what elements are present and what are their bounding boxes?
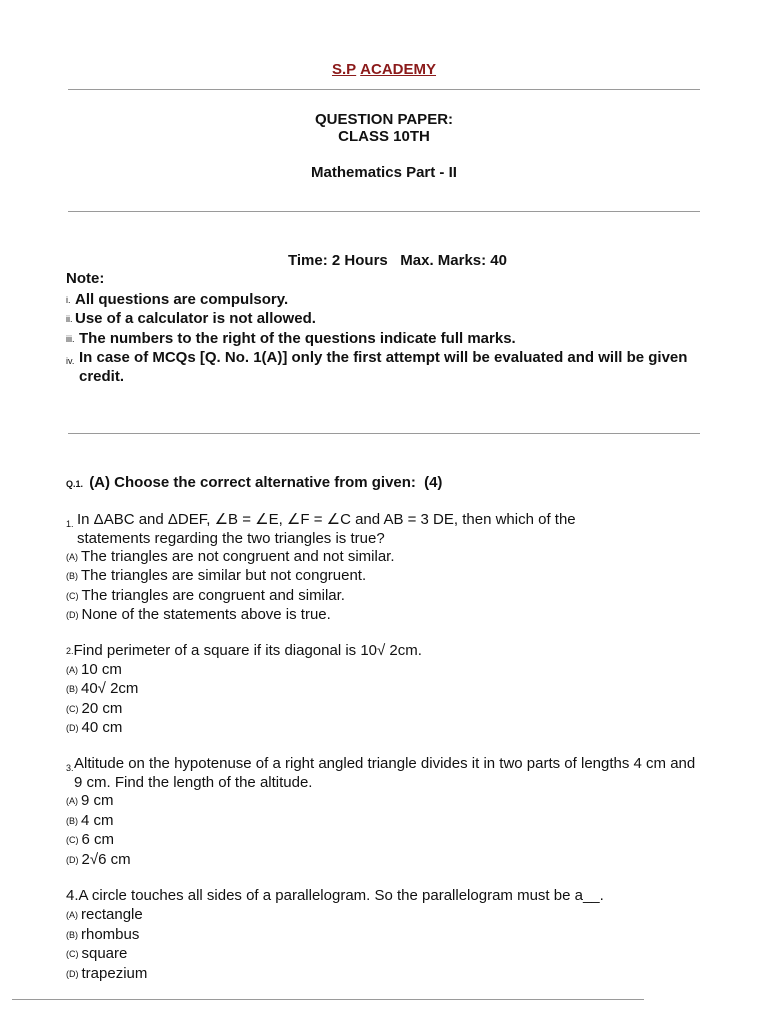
answer-option[interactable]: [66, 699, 122, 719]
section-heading: [66, 474, 442, 491]
answer-option[interactable]: [66, 944, 127, 964]
option-text: 9 cm: [81, 792, 114, 809]
option-label: (D): [66, 723, 79, 733]
note-item-number: iv.: [66, 356, 75, 366]
option-text: rectangle: [81, 906, 143, 923]
note-item-text: All questions are compulsory.: [75, 291, 289, 308]
question-number: 3.: [66, 763, 74, 773]
question-text: Find perimeter of a square if its diagonal is 10√ 2cm.: [73, 642, 422, 659]
note-item-text: Use of a calculator is not allowed.: [75, 310, 316, 327]
option-text: trapezium: [81, 965, 148, 982]
question-number: 1.: [66, 519, 74, 529]
option-label: (C): [66, 949, 79, 959]
option-label: (B): [66, 684, 78, 694]
option-text: 4 cm: [81, 812, 114, 829]
note-item: [66, 309, 706, 329]
option-text: The triangles are similar but not congruent.: [81, 567, 367, 584]
option-text: 20 cm: [81, 700, 123, 717]
answer-option[interactable]: [66, 850, 131, 870]
section-marks: (4): [424, 474, 443, 491]
title-part2: ACADEMY: [360, 61, 437, 78]
note-item-number: iii.: [66, 334, 75, 344]
note-item-number: ii.: [66, 314, 73, 324]
answer-option[interactable]: [66, 547, 395, 567]
option-text: 40√ 2cm: [81, 680, 139, 697]
divider-bottom: [12, 999, 644, 1000]
option-text: None of the statements above is true.: [81, 606, 331, 623]
note-item-number: i.: [66, 295, 71, 305]
option-label: (A): [66, 665, 78, 675]
option-label: (D): [66, 610, 79, 620]
divider-note: [68, 433, 700, 434]
option-text: rhombus: [81, 926, 140, 943]
question-text: A circle touches all sides of a parallelogram. So the parallelogram must be a__.: [78, 887, 604, 904]
subject-title: Mathematics Part - II: [311, 164, 457, 181]
option-label: (C): [66, 591, 79, 601]
answer-option[interactable]: [66, 791, 114, 811]
answer-option[interactable]: [66, 811, 114, 831]
note-item-text: In case of MCQs [Q. No. 1(A)] only the first attempt will be evaluated and will be given credit.: [79, 349, 688, 385]
option-text: 40 cm: [81, 719, 123, 736]
option-label: (A): [66, 910, 78, 920]
paper-line2: CLASS 10TH: [338, 128, 430, 145]
answer-option[interactable]: [66, 679, 138, 699]
divider-top: [68, 89, 700, 90]
option-text: The triangles are not congruent and not similar.: [81, 548, 395, 565]
answer-option[interactable]: [66, 605, 331, 625]
note-heading: Note:: [66, 270, 105, 287]
question-number: Q.1.: [66, 479, 84, 489]
divider-header: [68, 211, 700, 212]
answer-option[interactable]: [66, 718, 122, 738]
note-item-text: The numbers to the right of the questions indicate full marks.: [79, 330, 516, 347]
answer-option[interactable]: [66, 905, 143, 925]
question-stem: [66, 886, 706, 905]
question-number: 4.: [66, 887, 79, 904]
option-text: The triangles are congruent and similar.: [81, 587, 345, 604]
option-text: 6 cm: [81, 831, 115, 848]
time-marks-line: [288, 252, 507, 269]
option-label: (D): [66, 969, 79, 979]
question-stem: [66, 641, 706, 661]
question-stem: [66, 510, 706, 548]
option-text: 10 cm: [81, 661, 122, 678]
option-label: (B): [66, 816, 78, 826]
option-label: (C): [66, 704, 79, 714]
section-instruction: (A) Choose the correct alternative from given:: [89, 474, 416, 491]
option-label: (B): [66, 571, 78, 581]
answer-option[interactable]: [66, 830, 114, 850]
option-label: (C): [66, 835, 79, 845]
academy-title: [0, 61, 768, 78]
time-text: Time: 2 Hours: [288, 252, 388, 269]
question-number: 2.: [66, 646, 74, 656]
answer-option[interactable]: [66, 925, 139, 945]
note-item: [66, 348, 706, 386]
answer-option[interactable]: [66, 660, 122, 680]
question-text: In ΔABC and ΔDEF, ∠B = ∠E, ∠F = ∠C and AB = 3 DE, then which of the statements regarding the two triangles is true?: [77, 511, 576, 547]
question-stem: [66, 754, 706, 792]
paper-line1: QUESTION PAPER:: [314, 111, 454, 128]
question-text: Altitude on the hypotenuse of a right angled triangle divides it in two parts of lengths 4 cm and 9 cm. Find the length of the altitude.: [74, 755, 696, 791]
title-part1: S.P: [331, 61, 357, 78]
option-text: 2√6 cm: [81, 851, 131, 868]
answer-option[interactable]: [66, 566, 366, 586]
option-label: (A): [66, 552, 78, 562]
option-label: (D): [66, 855, 79, 865]
option-label: (A): [66, 796, 78, 806]
note-item: [66, 290, 706, 310]
answer-option[interactable]: [66, 964, 147, 984]
option-text: square: [81, 945, 128, 962]
max-marks-text: Max. Marks: 40: [400, 252, 507, 269]
note-item: [66, 329, 706, 349]
option-label: (B): [66, 930, 78, 940]
answer-option[interactable]: [66, 586, 345, 606]
